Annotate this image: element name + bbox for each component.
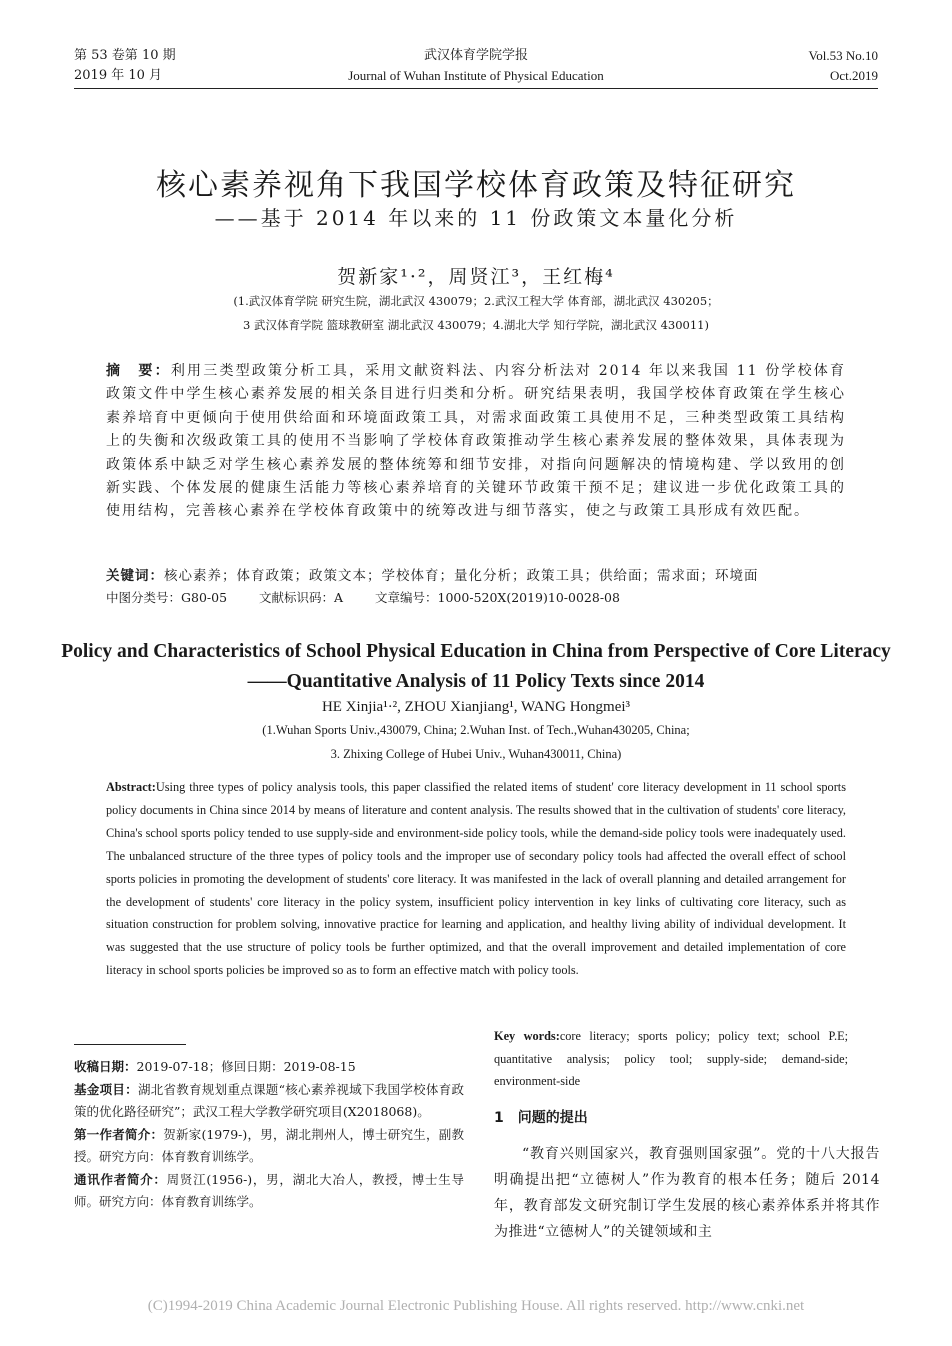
affiliation-cn-line2: 3 武汉体育学院 篮球教研室 湖北武汉 430079；4.湖北大学 知行学院，湖北武汉 430011): [242, 318, 709, 332]
abstract-cn: [106, 360, 846, 524]
footnote-corresponding-author: 通讯作者简介：周贤江(1956-)，男，湖北大冶人，教授，博士生导师。研究方向：体育教育训练学。: [74, 1171, 464, 1209]
keywords-cn-text: 核心素养；体育政策；政策文本；学校体育；量化分析；政策工具；供给面；需求面；环境面: [164, 568, 759, 584]
footnote-fund: 基金项目：湖北省教育规划重点课题“核心素养视域下我国学校体育政策的优化路径研究”；武汉工程大学教学研究项目(X2018068)。: [74, 1081, 464, 1119]
header-journal-cn: 武汉体育学院学报: [423, 48, 528, 63]
abstract-en-text: Using three types of policy analysis tools, this paper classified the related items of student' core literacy development in 11 school sports policy documents in China since 2014 by means of literature and content analysis. The results showed that in the cultivation of students' core literacy, China's school sports policy tended to use supply-side and environment-side policy tools, while the demand-side policy tools were inadequately used. The unbalanced structure of the three types of policy tools and the improper use of secondary policy tools had affected the overall effect of school sports policies in promoting the development of students' core literacy. It was manifested in the lack of overall planning and detailed arrangement for the development of students' core literacy in the policy system, insufficient policy intervention in key links of cultivating core literacy, such as situation construction for problem solving, innovative practice for learning and application, and healthy living ability of individual development. It was suggested that the use structure of policy tools be further optimized, and that the overall improvement and detailed implementation of core literacy in school sports policies be improved so as to form an effective match with policy tools.: [106, 780, 846, 978]
paper-subtitle-cn: ——基于 2014 年以来的 11 份政策文本量化分析: [214, 206, 738, 230]
abstract-cn-label: 摘 要：: [106, 363, 171, 379]
abstract-cn-text: 利用三类型政策分析工具，采用文献资料法、内容分析法对 2014 年以来我国 11 份学校体育政策文件中学生核心素养发展的相关条目进行归类和分析。研究结果表明，我国学校体育政策在学生核心素养培育中更倾向于使用供给面和环境面政策工具，对需求面政策工具使用不足，三种类型政策工具结构上的失衡和次级政策工具的使用不当影响了学校体育政策推动学生核心素养发展的整体效果，具体表现为政策体系中缺乏对学生核心素养发展的整体统筹和细节安排，对指向问题解决的情境构建、学以致用的创新实践、个体发展的健康生活能力等核心素养培育的关键环节政策干预不足；建议进一步优化政策工具的使用结构，完善核心素养在学校体育政策中的统筹改进与细节落实，使之与政策工具形成有效匹配。: [106, 363, 847, 520]
document-code: 文献标识码：A: [259, 590, 344, 605]
affiliation-en-line2: 3. Zhixing College of Hubei Univ., Wuhan430011, China): [330, 747, 622, 761]
header-date-en: Oct.2019: [829, 68, 878, 83]
affiliation-en-line1: (1.Wuhan Sports Univ.,430079, China; 2.Wuhan Inst. of Tech.,Wuhan430205, China;: [262, 723, 690, 737]
keywords-en: [494, 1025, 848, 1093]
authors-cn: 贺新家¹·²，周贤江³，王红梅⁴: [337, 266, 615, 288]
header-rule: [74, 88, 878, 89]
abstract-en-label: Abstract:: [106, 780, 156, 794]
footnote-first-author: 第一作者简介：贺新家(1979-)，男，湖北荆州人，博士研究生，副教授。研究方向：体育教育训练学。: [74, 1126, 464, 1164]
header-volume: 第 53 卷第 10 期: [74, 48, 176, 63]
copyright-footer: (C)1994-2019 China Academic Journal Electronic Publishing House. All rights reserved. http://www.cnki.net: [147, 1298, 805, 1314]
header-vol-en: Vol.53 No.10: [808, 48, 878, 63]
classification-line: [106, 588, 846, 606]
clc-number: 中图分类号：G80-05: [106, 590, 228, 605]
authors-en: HE Xinjia¹·², ZHOU Xianjiang¹, WANG Hongmei³: [321, 699, 631, 715]
keywords-cn-label: 关键词：: [106, 568, 164, 584]
keywords-en-label: Key words:: [494, 1029, 560, 1043]
header-date: 2019 年 10 月: [74, 68, 163, 83]
header-journal-en: Journal of Wuhan Institute of Physical Education: [348, 68, 604, 83]
footnotes: [74, 1056, 464, 1214]
paper-title-en: Policy and Characteristics of School Physical Education in China from Perspective of Core Literacy——Quantitative Analysis of 11 Policy Texts since 2014: [61, 641, 891, 692]
paper-title-cn: 核心素养视角下我国学校体育政策及特征研究: [156, 168, 796, 203]
section-heading: 1 问题的提出: [494, 1110, 588, 1126]
abstract-en: [106, 776, 846, 982]
section-paragraph: “教育兴则国家兴，教育强则国家强”。党的十八大报告明确提出把“立德树人”作为教育的根本任务；随后 2014 年，教育部发文研究制订学生发展的核心素养体系并将其作为推进“立德树人”的关键领域和主: [494, 1146, 880, 1240]
section-body: [494, 1141, 880, 1245]
keywords-en-text: core literacy; sports policy; policy text; school P.E; quantitative analysis; policy tool; supply-side; demand-side; environment-side: [494, 1029, 848, 1088]
footnote-dates: 收稿日期：2019-07-18；修回日期：2019-08-15: [74, 1059, 356, 1074]
affiliation-cn-line1: (1.武汉体育学院 研究生院，湖北武汉 430079；2.武汉工程大学 体育部，湖北武汉 430205；: [233, 294, 719, 308]
footnote-rule: [74, 1044, 186, 1045]
article-number: 文章编号：1000-520X(2019)10-0028-08: [375, 590, 620, 605]
keywords-cn: [106, 564, 846, 584]
